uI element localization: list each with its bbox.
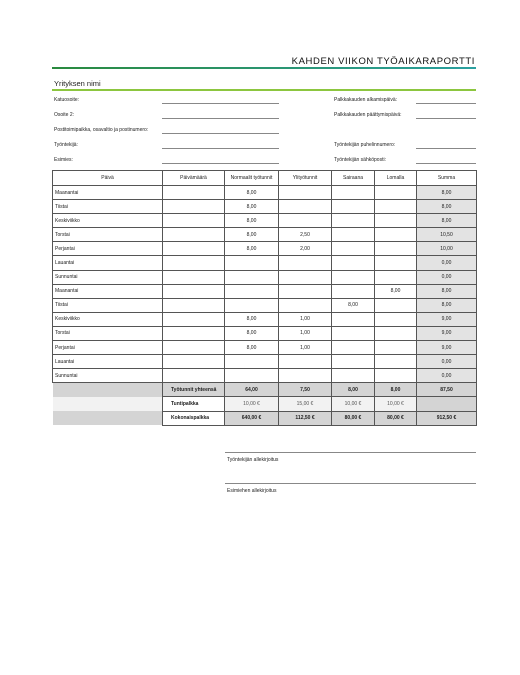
supervisor-signature-line[interactable] bbox=[225, 483, 476, 484]
date-cell[interactable] bbox=[163, 242, 225, 256]
day-cell: Perjantai bbox=[53, 341, 163, 355]
day-cell: Maanantai bbox=[53, 186, 163, 200]
overtime-cell[interactable] bbox=[279, 369, 332, 383]
company-rule bbox=[52, 89, 476, 91]
totals-total: 87,50 bbox=[417, 383, 477, 397]
date-cell[interactable] bbox=[163, 186, 225, 200]
blank-cell bbox=[53, 383, 163, 397]
col-header-day: Päivä bbox=[53, 171, 163, 186]
pay-sick: 80,00 € bbox=[332, 411, 375, 425]
field-label-period-start: Palkkakauden alkamispäivä: bbox=[334, 97, 398, 103]
col-header-vacation: Lomalla bbox=[375, 171, 417, 186]
field-label-employee: Työntekijä: bbox=[54, 142, 78, 148]
day-cell: Sunnuntai bbox=[53, 270, 163, 284]
normal-hours-cell[interactable] bbox=[225, 256, 279, 270]
vacation-cell[interactable] bbox=[375, 214, 417, 228]
normal-hours-cell[interactable]: 8,00 bbox=[225, 326, 279, 340]
field-label-period-end: Palkkakauden päättymispäivä: bbox=[334, 112, 402, 118]
field-label-address2: Osoite 2: bbox=[54, 112, 75, 118]
totals-normal: 64,00 bbox=[225, 383, 279, 397]
day-cell: Maanantai bbox=[53, 284, 163, 298]
row-total-cell: 0,00 bbox=[417, 270, 477, 284]
overtime-cell[interactable] bbox=[279, 186, 332, 200]
day-cell: Lauantai bbox=[53, 355, 163, 369]
normal-hours-cell[interactable] bbox=[225, 298, 279, 312]
field-input-street[interactable] bbox=[162, 103, 279, 104]
rate-total-empty bbox=[417, 397, 477, 411]
row-total-cell: 9,00 bbox=[417, 312, 477, 326]
date-cell[interactable] bbox=[163, 200, 225, 214]
table-row bbox=[53, 242, 477, 256]
table-row bbox=[53, 228, 477, 242]
overtime-cell[interactable]: 1,00 bbox=[279, 312, 332, 326]
normal-hours-cell[interactable]: 8,00 bbox=[225, 200, 279, 214]
row-total-cell: 0,00 bbox=[417, 369, 477, 383]
field-input-employee[interactable] bbox=[162, 148, 279, 149]
table-row bbox=[53, 214, 477, 228]
sick-cell[interactable] bbox=[332, 186, 375, 200]
vacation-cell[interactable] bbox=[375, 186, 417, 200]
vacation-cell[interactable] bbox=[375, 341, 417, 355]
table-row bbox=[53, 270, 477, 284]
field-label-city: Postitoimipaikka, osavaltio ja postinumero: bbox=[54, 127, 149, 133]
employee-signature-label: Työntekijän allekirjoitus bbox=[227, 457, 279, 463]
date-cell[interactable] bbox=[163, 326, 225, 340]
table-header-row bbox=[53, 171, 477, 186]
col-header-sick: Sairaana bbox=[332, 171, 375, 186]
date-cell[interactable] bbox=[163, 369, 225, 383]
row-total-cell: 10,50 bbox=[417, 228, 477, 242]
sick-cell[interactable] bbox=[332, 341, 375, 355]
row-total-cell: 0,00 bbox=[417, 256, 477, 270]
date-cell[interactable] bbox=[163, 256, 225, 270]
date-cell[interactable] bbox=[163, 298, 225, 312]
date-cell[interactable] bbox=[163, 284, 225, 298]
row-total-cell: 8,00 bbox=[417, 284, 477, 298]
col-header-date: Päivämäärä bbox=[163, 171, 225, 186]
field-label-phone: Työntekijän puhelinnumero: bbox=[334, 142, 396, 148]
overtime-cell[interactable] bbox=[279, 200, 332, 214]
vacation-cell[interactable]: 8,00 bbox=[375, 284, 417, 298]
field-input-email[interactable] bbox=[416, 163, 476, 164]
sick-cell[interactable] bbox=[332, 326, 375, 340]
blank-cell bbox=[53, 411, 163, 425]
vacation-cell[interactable] bbox=[375, 270, 417, 284]
field-label-street: Katuosoite: bbox=[54, 97, 80, 103]
field-input-address2[interactable] bbox=[162, 118, 279, 119]
row-total-cell: 8,00 bbox=[417, 186, 477, 200]
date-cell[interactable] bbox=[163, 214, 225, 228]
table-row bbox=[53, 326, 477, 340]
rate-vacation[interactable]: 10,00 € bbox=[375, 397, 417, 411]
col-header-overtime: Ylityötunnit bbox=[279, 171, 332, 186]
pay-vacation: 80,00 € bbox=[375, 411, 417, 425]
col-header-normal: Normaalit työtunnit bbox=[225, 171, 279, 186]
col-header-total: Summa bbox=[417, 171, 477, 186]
row-total-cell: 0,00 bbox=[417, 355, 477, 369]
day-cell: Sunnuntai bbox=[53, 369, 163, 383]
day-cell: Tiistai bbox=[53, 298, 163, 312]
overtime-cell[interactable] bbox=[279, 284, 332, 298]
pay-normal: 640,00 € bbox=[225, 411, 279, 425]
overtime-cell[interactable] bbox=[279, 298, 332, 312]
normal-hours-cell[interactable]: 8,00 bbox=[225, 228, 279, 242]
field-input-city[interactable] bbox=[162, 133, 279, 134]
field-input-supervisor[interactable] bbox=[162, 163, 279, 164]
overtime-cell[interactable] bbox=[279, 355, 332, 369]
sick-cell[interactable] bbox=[332, 256, 375, 270]
rate-sick[interactable]: 10,00 € bbox=[332, 397, 375, 411]
pay-total: 912,50 € bbox=[417, 411, 477, 425]
totals-overtime: 7,50 bbox=[279, 383, 332, 397]
day-cell: Keskiviikko bbox=[53, 214, 163, 228]
sick-cell[interactable] bbox=[332, 214, 375, 228]
sick-cell[interactable] bbox=[332, 200, 375, 214]
field-label-email: Työntekijän sähköposti: bbox=[334, 157, 386, 163]
sick-cell[interactable]: 8,00 bbox=[332, 298, 375, 312]
timesheet-table bbox=[52, 170, 477, 426]
overtime-cell[interactable] bbox=[279, 270, 332, 284]
overtime-cell[interactable]: 2,50 bbox=[279, 228, 332, 242]
table-row bbox=[53, 200, 477, 214]
date-cell[interactable] bbox=[163, 341, 225, 355]
table-row bbox=[53, 284, 477, 298]
overtime-cell[interactable]: 1,00 bbox=[279, 326, 332, 340]
day-cell: Lauantai bbox=[53, 256, 163, 270]
sick-cell[interactable] bbox=[332, 284, 375, 298]
table-row bbox=[53, 369, 477, 383]
overtime-cell[interactable]: 1,00 bbox=[279, 341, 332, 355]
normal-hours-cell[interactable]: 8,00 bbox=[225, 186, 279, 200]
sick-cell[interactable] bbox=[332, 242, 375, 256]
report-title: KAHDEN VIIKON TYÖAIKARAPORTTI bbox=[291, 56, 475, 67]
title-rule bbox=[52, 67, 476, 69]
field-input-phone[interactable] bbox=[416, 148, 476, 149]
normal-hours-cell[interactable]: 8,00 bbox=[225, 214, 279, 228]
pay-row bbox=[53, 411, 477, 425]
day-cell: Perjantai bbox=[53, 242, 163, 256]
vacation-cell[interactable] bbox=[375, 228, 417, 242]
totals-row bbox=[53, 383, 477, 397]
row-total-cell: 10,00 bbox=[417, 242, 477, 256]
company-name: Yrityksen nimi bbox=[54, 79, 101, 88]
overtime-cell[interactable] bbox=[279, 214, 332, 228]
rate-overtime[interactable]: 15,00 € bbox=[279, 397, 332, 411]
row-total-cell: 9,00 bbox=[417, 341, 477, 355]
table-row bbox=[53, 312, 477, 326]
normal-hours-cell[interactable]: 8,00 bbox=[225, 312, 279, 326]
totals-sick: 8,00 bbox=[332, 383, 375, 397]
row-total-cell: 9,00 bbox=[417, 326, 477, 340]
table-row bbox=[53, 256, 477, 270]
pay-overtime: 112,50 € bbox=[279, 411, 332, 425]
table-row bbox=[53, 186, 477, 200]
day-cell: Tiistai bbox=[53, 200, 163, 214]
date-cell[interactable] bbox=[163, 270, 225, 284]
vacation-cell[interactable] bbox=[375, 312, 417, 326]
row-total-cell: 8,00 bbox=[417, 214, 477, 228]
table-row bbox=[53, 341, 477, 355]
vacation-cell[interactable] bbox=[375, 242, 417, 256]
overtime-cell[interactable]: 2,00 bbox=[279, 242, 332, 256]
normal-hours-cell[interactable] bbox=[225, 369, 279, 383]
normal-hours-cell[interactable] bbox=[225, 270, 279, 284]
vacation-cell[interactable] bbox=[375, 369, 417, 383]
totals-vacation: 8,00 bbox=[375, 383, 417, 397]
normal-hours-cell[interactable] bbox=[225, 355, 279, 369]
vacation-cell[interactable] bbox=[375, 355, 417, 369]
row-total-cell: 8,00 bbox=[417, 298, 477, 312]
supervisor-signature-label: Esimiehen allekirjoitus bbox=[227, 488, 277, 494]
day-cell: Torstai bbox=[53, 326, 163, 340]
date-cell[interactable] bbox=[163, 355, 225, 369]
sick-cell[interactable] bbox=[332, 228, 375, 242]
table-row bbox=[53, 355, 477, 369]
totals-label: Työtunnit yhteensä bbox=[163, 383, 225, 397]
day-cell: Torstai bbox=[53, 228, 163, 242]
date-cell[interactable] bbox=[163, 228, 225, 242]
vacation-cell[interactable] bbox=[375, 298, 417, 312]
blank-cell bbox=[53, 397, 163, 411]
date-cell[interactable] bbox=[163, 312, 225, 326]
rate-normal[interactable]: 10,00 € bbox=[225, 397, 279, 411]
day-cell: Keskiviikko bbox=[53, 312, 163, 326]
sick-cell[interactable] bbox=[332, 355, 375, 369]
vacation-cell[interactable] bbox=[375, 326, 417, 340]
vacation-cell[interactable] bbox=[375, 256, 417, 270]
overtime-cell[interactable] bbox=[279, 256, 332, 270]
field-input-period-end[interactable] bbox=[416, 118, 476, 119]
field-input-period-start[interactable] bbox=[416, 103, 476, 104]
vacation-cell[interactable] bbox=[375, 200, 417, 214]
normal-hours-cell[interactable]: 8,00 bbox=[225, 341, 279, 355]
pay-label: Kokonaispalkka bbox=[163, 411, 225, 425]
field-label-supervisor: Esimies: bbox=[54, 157, 73, 163]
table-row bbox=[53, 298, 477, 312]
rate-row bbox=[53, 397, 477, 411]
employee-signature-line[interactable] bbox=[225, 452, 476, 453]
sick-cell[interactable] bbox=[332, 312, 375, 326]
sick-cell[interactable] bbox=[332, 369, 375, 383]
normal-hours-cell[interactable] bbox=[225, 284, 279, 298]
row-total-cell: 8,00 bbox=[417, 200, 477, 214]
sick-cell[interactable] bbox=[332, 270, 375, 284]
rate-label: Tuntipalkka bbox=[163, 397, 225, 411]
normal-hours-cell[interactable]: 8,00 bbox=[225, 242, 279, 256]
